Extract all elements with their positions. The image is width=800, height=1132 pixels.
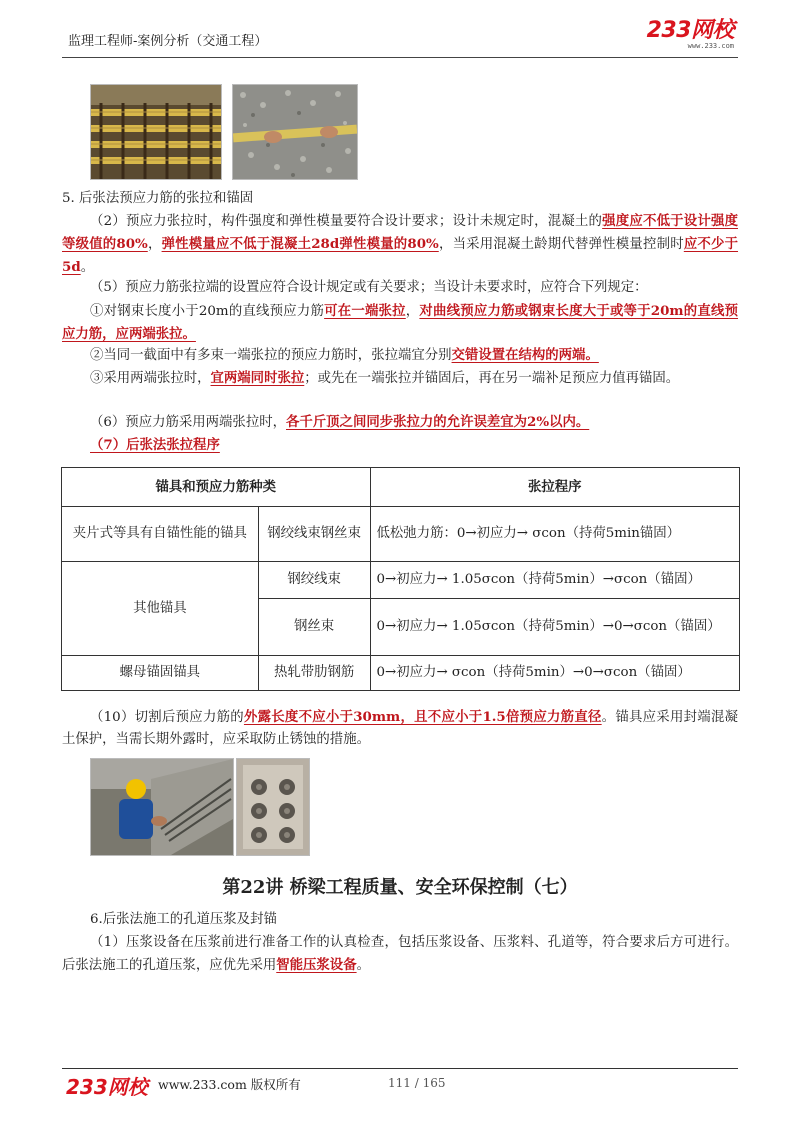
table-cell-tendon: 钢绞线束: [258, 562, 370, 599]
section-6-paragraph-1: [62, 932, 738, 977]
paragraph-10: [62, 706, 738, 751]
table-row: [62, 656, 740, 691]
table-cell-procedure: 0→初应力→ 1.05σcon（持荷5min）→0→σcon（锚固）: [370, 599, 739, 656]
p10-highlight-1: 外露长度不应小于30mm，且不应小于1.5倍预应力筋直径: [243, 709, 602, 725]
footer-logo: 233网校: [66, 1075, 148, 1099]
rule-item-3: [62, 367, 738, 390]
rule-item-1: [62, 300, 738, 346]
table-header-row: [62, 468, 740, 507]
rule-item-2: [62, 344, 738, 367]
table-cell-anchor: 螺母锚固锚具: [62, 656, 259, 691]
s6p1-text-2: 。: [356, 958, 370, 973]
item3-text-1: ③采用两端张拉时，: [90, 371, 211, 386]
table-cell-procedure: 低松弛力筋：0→初应力→ σcon（持荷5min锚固）: [370, 507, 739, 562]
p6-text-1: （6）预应力筋采用两端张拉时，: [90, 415, 286, 430]
worker-tensioning-photo: [90, 758, 234, 856]
paragraph-5: （5）预应力筋张拉端的设置应符合设计规定或有关要求；当设计未要求时，应符合下列规定：: [90, 280, 648, 295]
p10-text-2: 。锚具应采用封端混凝土保护，当需长期外露时，应采取防止锈蚀的措施。: [62, 710, 739, 747]
s6p1-text-1: （1）压浆设备在压浆前进行准备工作的认真检查，包括压浆设备、压浆料、孔道等，符合要求后方可进行。后张法施工的孔道压浆，应优先采用: [62, 935, 738, 973]
paragraph-6: [62, 411, 738, 434]
p10-text-1: （10）切割后预应力筋的: [90, 710, 244, 725]
rebar-cage-photo: [90, 84, 222, 180]
footer-divider: [62, 1068, 738, 1069]
table-cell-procedure: 0→初应力→ 1.05σcon（持荷5min）→σcon（锚固）: [370, 562, 739, 599]
item2-highlight-1: 交错设置在结构的两端。: [451, 347, 599, 363]
table-cell-tendon: 热轧带肋钢筋: [258, 656, 370, 691]
p2-text-3: ，当采用混凝土龄期代替弹性模量控制时: [438, 237, 684, 252]
table-header-procedure: 张拉程序: [370, 468, 739, 507]
section-5-heading: 5. 后张法预应力筋的张拉和锚固: [62, 191, 254, 206]
p2-highlight-age: 应不少于5d: [62, 236, 739, 275]
lecture-title: 第22讲 桥梁工程质量、安全环保控制（七）: [222, 877, 578, 898]
table-row: [62, 507, 740, 562]
p2-text-2: ，: [147, 237, 162, 252]
table-cell-tendon: 钢丝束: [258, 599, 370, 656]
item1-highlight-1: 可在一端张拉: [324, 303, 406, 319]
table-header-anchor-type: 锚具和预应力筋种类: [62, 468, 371, 507]
item1-highlight-2: 对曲线预应力筋或钢束长度大于或等于20m的直线预应力筋，应两端张拉。: [62, 303, 739, 342]
header-divider: [62, 57, 738, 58]
s6p1-highlight-1: 智能压浆设备: [276, 957, 357, 973]
item3-text-2: ；或先在一端张拉并锚固后，再在另一端补足预应力值再锚固。: [304, 371, 680, 386]
footer-copyright: www.233.com 版权所有: [158, 1077, 301, 1092]
brand-logo: [647, 20, 734, 50]
table-cell-anchor: 其他锚具: [62, 562, 259, 656]
brand-logo-text: 233网校: [646, 18, 734, 43]
table-row: [62, 562, 740, 599]
p6-highlight-1: 各千斤顶之间同步张拉力的允许误差宜为2%以内。: [286, 414, 590, 430]
tension-procedure-table: [61, 467, 740, 691]
document-header-title: 监理工程师-案例分析（交通工程）: [68, 34, 268, 49]
section-6-heading: 6.后张法施工的孔道压浆及封锚: [90, 912, 277, 927]
p2-text-4: 。: [80, 260, 95, 275]
p2-highlight-modulus: 弹性模量应不低于混凝土28d弹性模量的80%: [161, 236, 439, 252]
page-number: 111 / 165: [388, 1076, 446, 1090]
prestressing-tendon-photo: [232, 84, 358, 180]
table-cell-procedure: 0→初应力→ σcon（持荷5min）→0→σcon（锚固）: [370, 656, 739, 691]
item1-text-1: ①对钢束长度小于20m的直线预应力筋: [90, 304, 325, 319]
paragraph-2: [62, 210, 738, 279]
item3-highlight-1: 宜两端同时张拉: [210, 370, 305, 386]
p2-text-1: （2）预应力张拉时，构件强度和弹性模量要符合设计要求；设计未规定时，混凝土的: [90, 214, 603, 229]
item2-text-1: ②当同一截面中有多束一端张拉的预应力筋时，张拉端宜分别: [90, 348, 452, 363]
table-cell-anchor: 夹片式等具有自锚性能的锚具: [62, 507, 259, 562]
paragraph-7-heading: [62, 434, 738, 457]
tension-procedure-heading: （7）后张法张拉程序: [90, 437, 220, 453]
anchorage-heads-photo: [236, 758, 310, 856]
table-cell-tendon: 钢绞线束钢丝束: [258, 507, 370, 562]
p2-highlight-strength: 强度应不低于设计强度等级值的80%: [62, 213, 738, 252]
brand-logo-url: www.233.com: [687, 42, 734, 50]
item1-text-2: ，: [405, 304, 420, 319]
